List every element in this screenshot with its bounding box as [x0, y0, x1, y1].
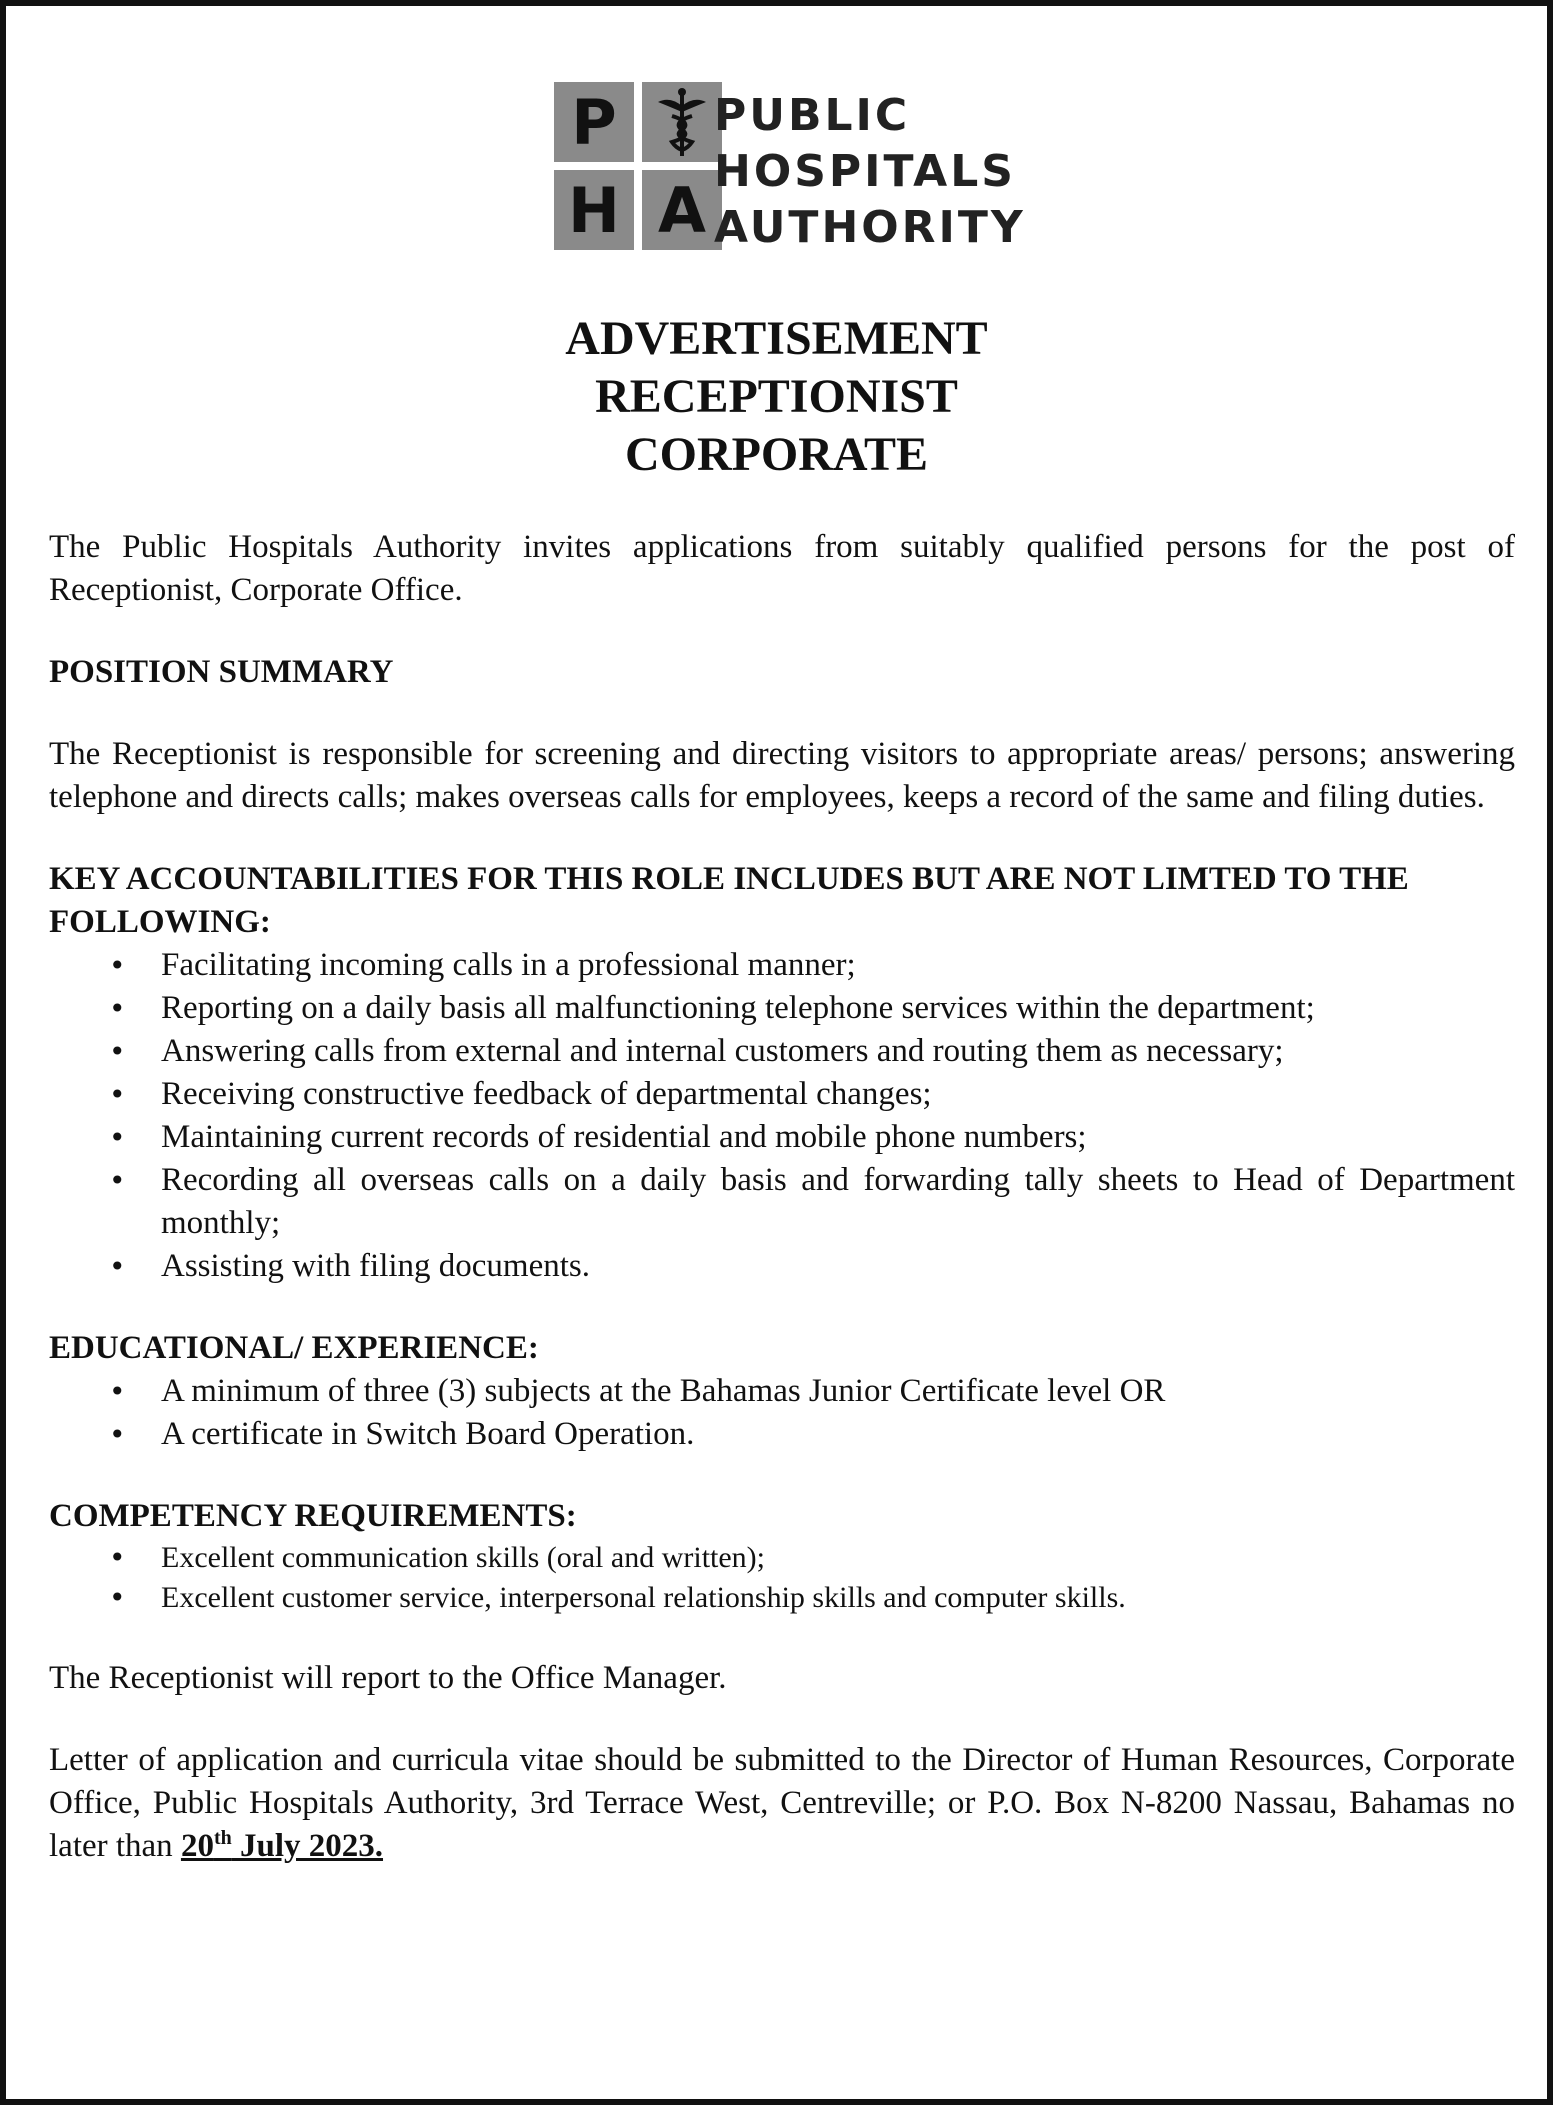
page-title [6, 310, 1547, 484]
title-line-advertisement: ADVERTISEMENT [565, 312, 988, 365]
list-item: • Excellent customer service, interpersonal relationship skills and computer skills. [49, 1578, 1515, 1618]
report-to-paragraph: The Receptionist will report to the Office Manager. [49, 1660, 727, 1696]
list-item: • Facilitating incoming calls in a professional manner; [49, 944, 1515, 987]
logo-line-hospitals: HOSPITALS [714, 146, 1016, 197]
logo-wordmark [714, 88, 1026, 256]
list-item: • A minimum of three (3) subjects at the Bahamas Junior Certificate level OR [49, 1370, 1515, 1413]
advertisement-body [49, 526, 1515, 1868]
list-item: • Answering calls from external and internal customers and routing them as necessary; [49, 1030, 1515, 1073]
deadline-rest: July 2023. [231, 1828, 384, 1864]
accountabilities-heading: KEY ACCOUNTABILITIES FOR THIS ROLE INCLUDES BUT ARE NOT LIMTED TO THE FOLLOWING: [49, 861, 1409, 940]
title-line-department: CORPORATE [624, 428, 929, 481]
logo-line-public: PUBLIC [714, 90, 911, 141]
list-item: • Assisting with filing documents. [49, 1245, 1515, 1288]
deadline-day: 20 [180, 1828, 214, 1864]
caduceus-icon [642, 82, 722, 162]
list-item: • Maintaining current records of residential and mobile phone numbers; [49, 1116, 1515, 1159]
position-summary-text: The Receptionist is responsible for screening and directing visitors to appropriate areas/ persons; answering telephone and directs calls; makes overseas calls for employees, keeps a record of the same and filing duties. [49, 736, 1515, 815]
list-item: • Reporting on a daily basis all malfunctioning telephone services within the department; [49, 987, 1515, 1030]
competency-heading: COMPETENCY REQUIREMENTS: [49, 1498, 577, 1534]
deadline-date [181, 1828, 383, 1864]
accountabilities-list [49, 944, 1515, 1288]
logo-tile-p: P [554, 82, 634, 162]
application-paragraph [49, 1739, 1515, 1868]
intro-paragraph: The Public Hospitals Authority invites applications from suitably qualified persons for the post of Receptionist, Corporate Office. [49, 529, 1515, 608]
competency-list [49, 1538, 1515, 1618]
list-item: • Excellent communication skills (oral and written); [49, 1538, 1515, 1578]
logo-tile-a: A [642, 170, 722, 250]
application-text: Letter of application and curricula vitae should be submitted to the Director of Human Resources, Corporate Office, Public Hospitals Authority, 3rd Terrace West, Centreville; or P.O. Box N-8200 Nassau, Bahamas no later than [49, 1742, 1515, 1864]
pha-logo [554, 82, 1026, 253]
education-heading: EDUCATIONAL/ EXPERIENCE: [49, 1330, 539, 1366]
list-item: • Receiving constructive feedback of departmental changes; [49, 1073, 1515, 1116]
logo-line-authority: AUTHORITY [714, 202, 1026, 253]
deadline-suffix: th [213, 1827, 232, 1849]
logo-tile-h: H [554, 170, 634, 250]
list-item: • A certificate in Switch Board Operation. [49, 1413, 1515, 1456]
list-item: • Recording all overseas calls on a daily basis and forwarding tally sheets to Head of Department monthly; [49, 1159, 1515, 1245]
title-line-position: RECEPTIONIST [595, 370, 958, 423]
position-summary-heading: POSITION SUMMARY [49, 654, 394, 690]
logo-tiles [554, 82, 722, 250]
education-list [49, 1370, 1515, 1456]
